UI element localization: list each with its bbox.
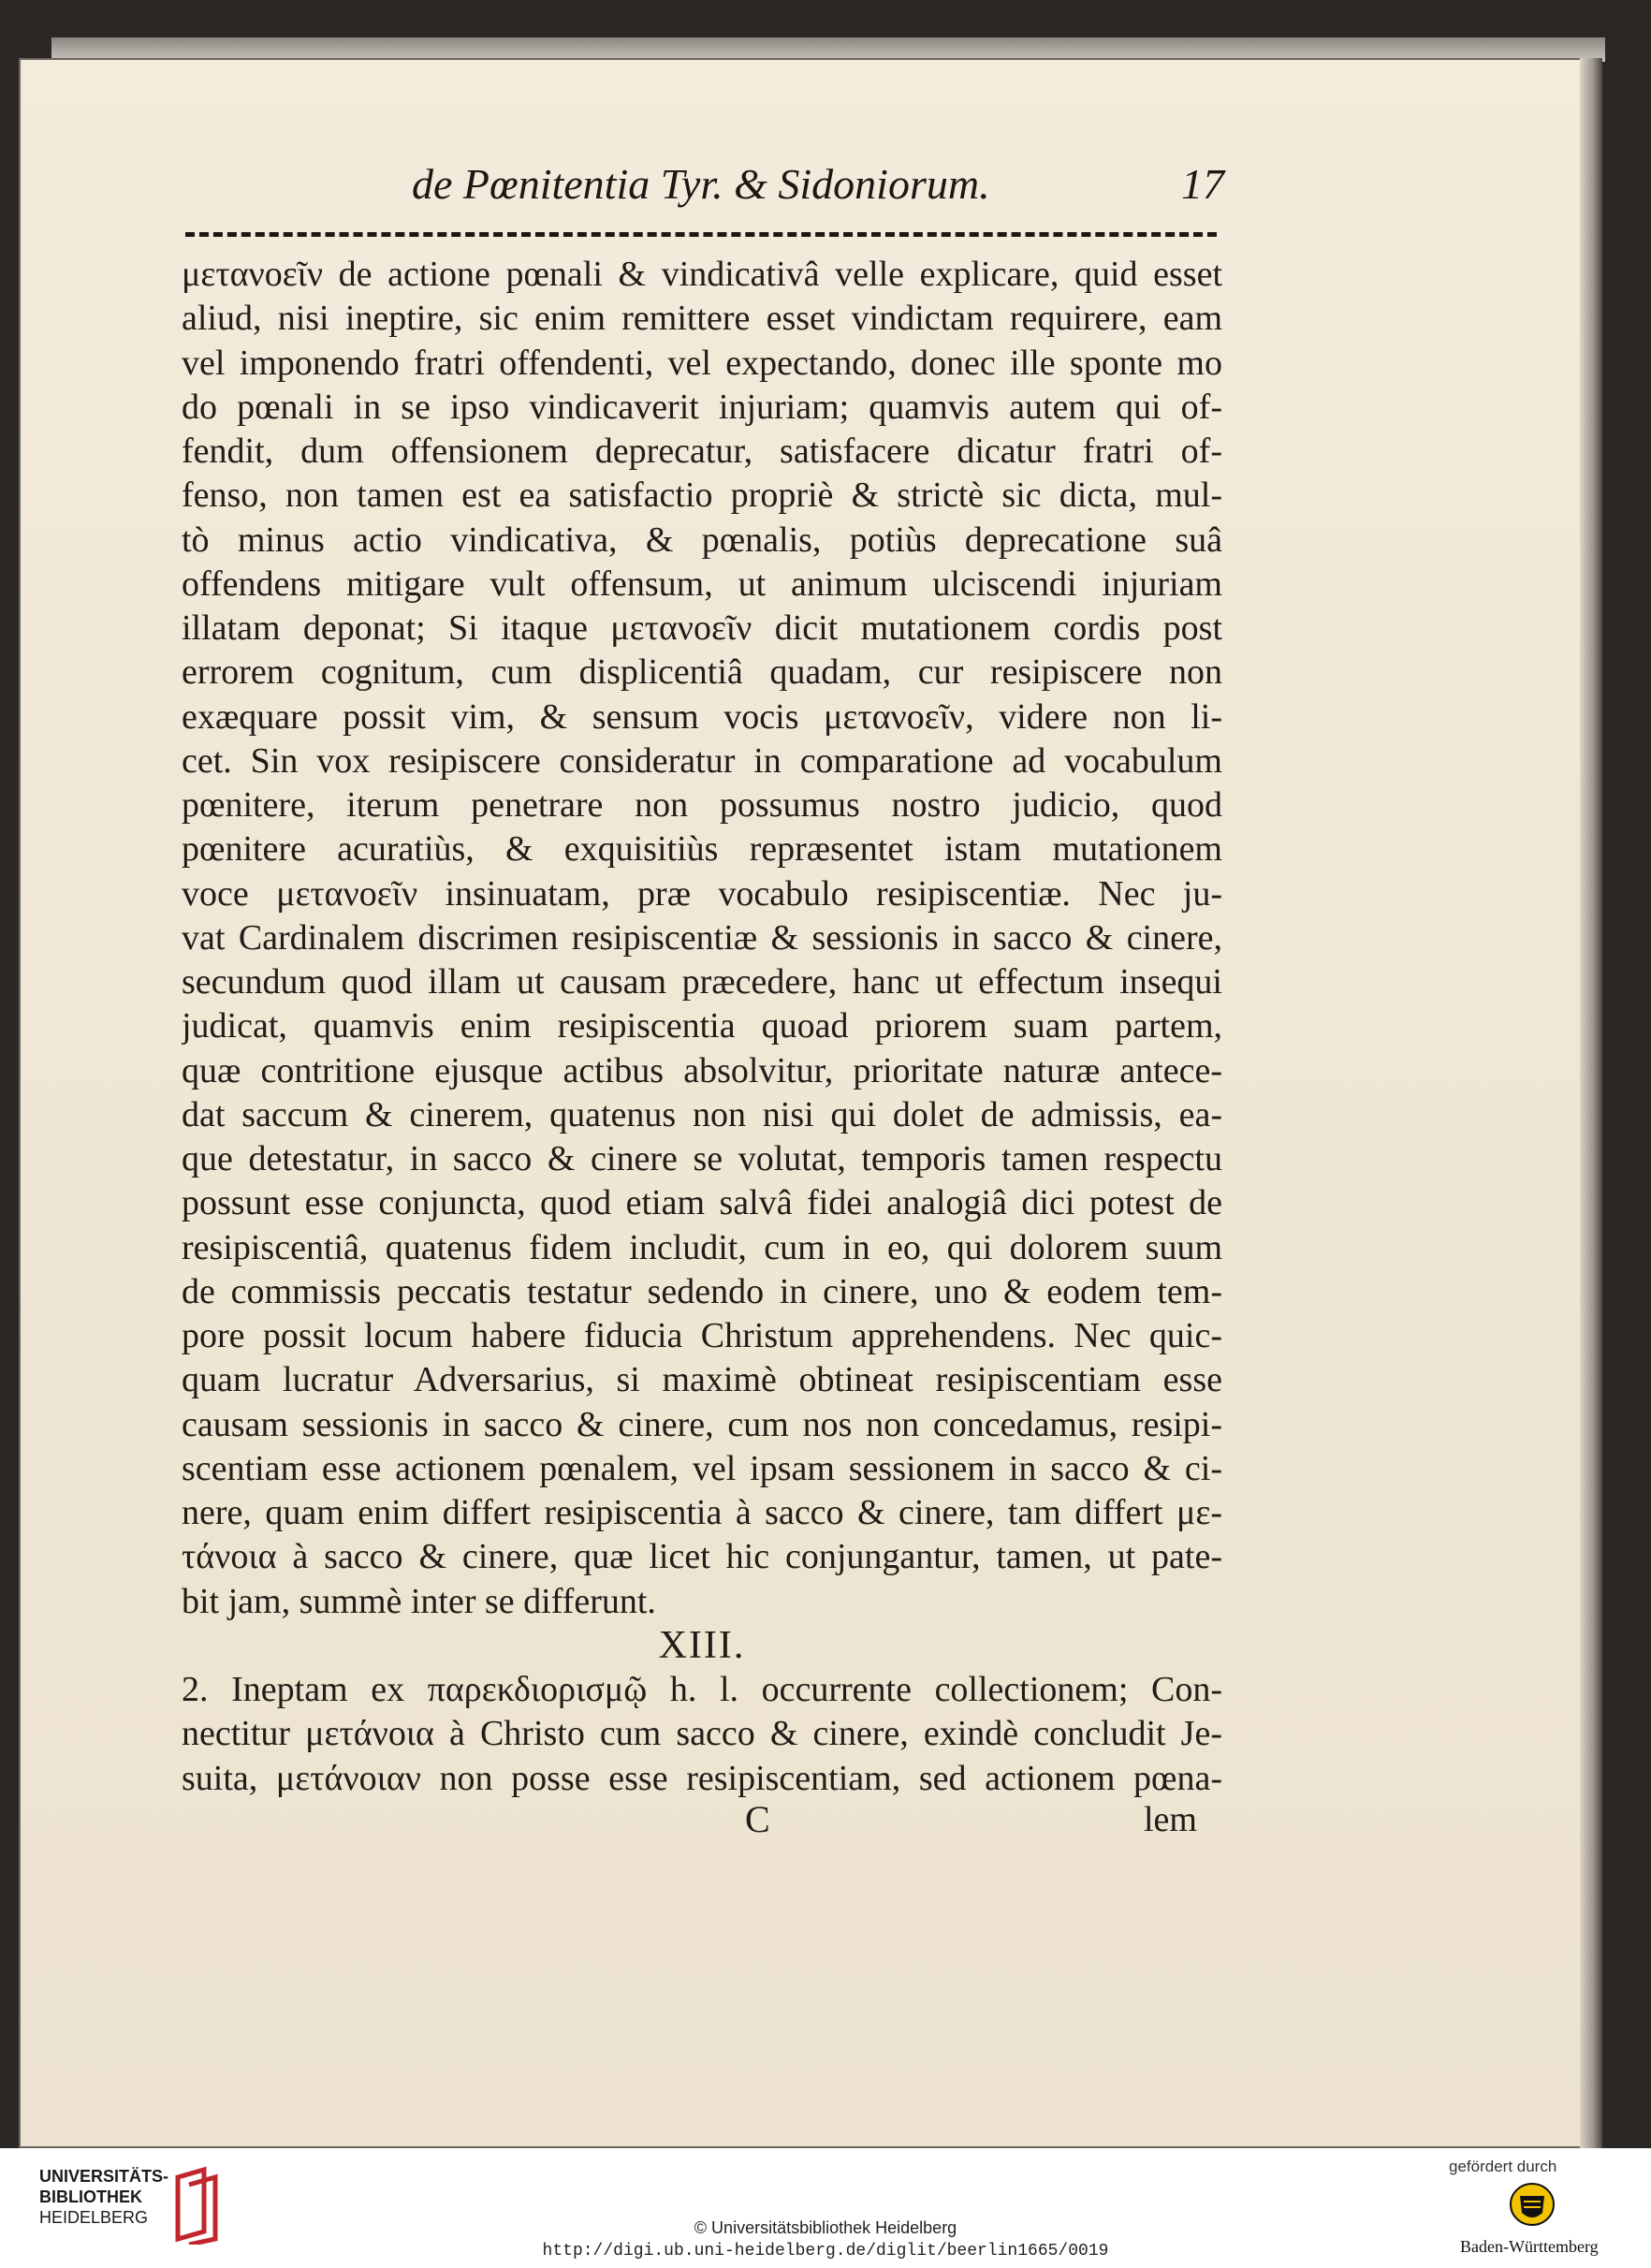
text-line: possunt esse conjuncta, quod etiam salvâ fidei analogiâ dici potest de [182, 1183, 1222, 1223]
copyright-notice: © Universitätsbibliothek Heidelberg [694, 2218, 957, 2237]
text-line: que detestatur, in sacco & cinere se volutat, temporis tamen respectu [182, 1139, 1222, 1178]
text-line: XIII. [658, 1623, 746, 1667]
page-number: 17 [1181, 160, 1224, 208]
permalink[interactable]: http://digi.ub.uni-heidelberg.de/diglit/beerlin1665/0019 [542, 2242, 1109, 2261]
text-line: nere, quam enim differt resipiscentia à sacco & cinere, tam differt με- [182, 1493, 1222, 1532]
text-line: illatam deponat; Si itaque μετανοεῖν dicit mutationem cordis post [182, 608, 1222, 648]
text-line: pœnitere acuratiùs, & exquisitiùs repræsentet istam mutationem [182, 829, 1222, 870]
text-line: errorem cognitum, cum displicentiâ quadam, cur resipiscere non [182, 652, 1222, 693]
text-line: cet. Sin vox resipiscere consideratur in comparatione ad vocabulum [182, 740, 1222, 781]
text-line: offendens mitigare vult offensum, ut animum ulciscendi injuriam [182, 563, 1222, 604]
text-line: tò minus actio vindicativa, & pœnalis, potiùs deprecatione suâ [182, 519, 1222, 560]
text-line: resipiscentiâ, quatenus fidem includit, cum in eo, qui dolorem suum [182, 1227, 1222, 1267]
text-line: quæ contritione ejusque actibus absolvitur, prioritate naturæ antece- [182, 1050, 1222, 1090]
header-rule [185, 232, 1217, 237]
text-line: bit jam, summè inter se differunt. [182, 1581, 656, 1621]
text-line: μετανοεῖν de actione pœnali & vindicativâ velle explicare, quid esset [182, 255, 1222, 294]
page-edge [1580, 58, 1602, 2148]
funded-by-label: gefördert durch [1449, 2158, 1557, 2175]
text-line: fendit, dum offensionem deprecatur, satisfacere dicatur fratri of- [182, 432, 1222, 471]
text-line: aliud, nisi ineptire, sic enim remittere esset vindictam requirere, eam [182, 299, 1222, 339]
text-line: vat Cardinalem discrimen resipiscentiæ & sessionis in sacco & cinere, [182, 917, 1222, 958]
signature-mark: C [745, 1798, 770, 1840]
library-name-line: UNIVERSITÄTS- [39, 2167, 169, 2186]
library-name-line: HEIDELBERG [39, 2208, 149, 2227]
text-line: pœnitere, iterum penetrare non possumus nostro judicio, quod [182, 785, 1222, 825]
text-line: exæquare possit vim, & sensum vocis μετανοεῖν, videre non li- [182, 696, 1222, 737]
text-line: vel imponendo fratri offendenti, vel expectando, donec ille sponte mo [182, 343, 1222, 383]
text-line: do pœnali in se ipso vindicaverit injuriam; quamvis autem qui of- [182, 387, 1222, 427]
text-line: judicat, quamvis enim resipiscentia quoad priorem suam partem, [182, 1006, 1222, 1046]
text-line: dat saccum & cinerem, quatenus non nisi qui dolet de admissis, ea- [182, 1094, 1222, 1134]
text-line: pore possit locum habere fiducia Christum apprehendens. Nec quic- [182, 1316, 1222, 1355]
text-line: τάνοια à sacco & cinere, quæ licet hic conjungantur, tamen, ut pate- [182, 1537, 1222, 1577]
text-line: quam lucratur Adversarius, si maximè obtineat resipiscentiam esse [182, 1360, 1222, 1400]
text-line: nectitur μετάνοια à Christo cum sacco & cinere, exindè concludit Je- [182, 1714, 1222, 1754]
text-line: secundum quod illam ut causam præcedere, hanc ut effectum insequi [182, 962, 1222, 1002]
text-line: voce μετανοεῖν insinuatam, præ vocabulo resipiscentiæ. Nec ju- [182, 873, 1222, 914]
text-line: fenso, non tamen est ea satisfactio propriè & strictè sic dicta, mul- [182, 476, 1222, 516]
catchword: lem [1144, 1800, 1197, 1839]
body-text [182, 253, 1222, 1801]
text-line: causam sessionis in sacco & cinere, cum nos non concedamus, resipi- [182, 1404, 1222, 1444]
text-line: 2. Ineptam ex παρεκδιορισμῷ h. l. occurrente collectionem; Con- [182, 1670, 1222, 1709]
text-line: de commissis peccatis testatur sedendo in cinere, uno & eodem tem- [182, 1271, 1222, 1311]
funder-name: Baden-Württemberg [1460, 2237, 1599, 2256]
text-line: scentiam esse actionem pœnalem, vel ipsam sessionem in sacco & ci- [182, 1448, 1222, 1488]
running-head: de Pœnitentia Tyr. & Sidoniorum. [412, 160, 990, 208]
baden-wuerttemberg-seal-icon [1509, 2181, 1556, 2228]
library-name-line: BIBLIOTHEK [39, 2188, 142, 2206]
text-line: suita, μετάνοιαν non posse esse resipiscentiam, sed actionem pœna- [182, 1758, 1222, 1798]
